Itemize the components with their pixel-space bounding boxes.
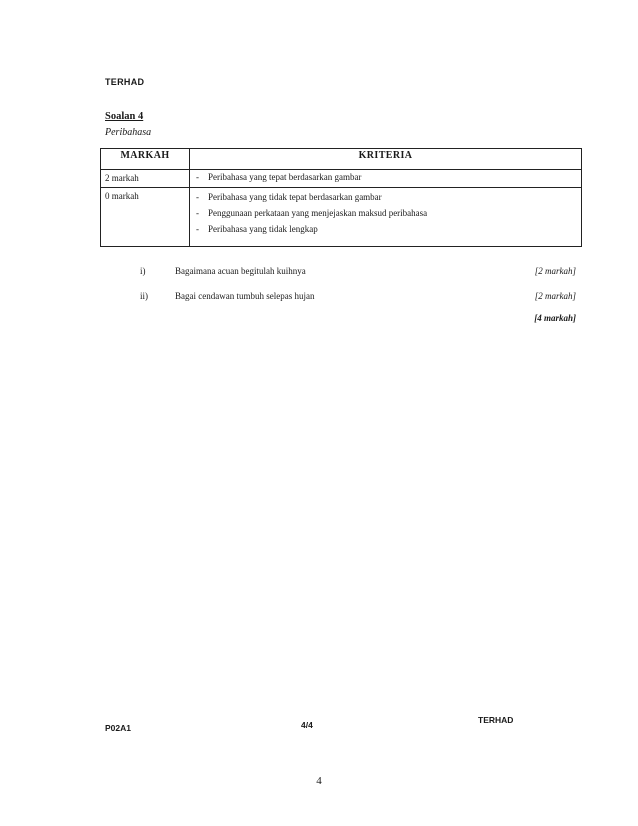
answer-text: Bagaimana acuan begitulah kuihnya (175, 266, 306, 276)
criteria-text: Peribahasa yang tepat berdasarkan gambar (208, 172, 362, 182)
dash-bullet: - (196, 192, 199, 202)
answer-mark: [2 markah] (534, 266, 576, 276)
answer-mark: [2 markah] (534, 291, 576, 301)
total-mark: [4 markah] (534, 313, 576, 323)
criteria-item (196, 208, 575, 224)
criteria-item (196, 224, 575, 240)
answer-text: Bagai cendawan tumbuh selepas hujan (175, 291, 315, 301)
kriteria-cell (190, 170, 582, 188)
markah-cell: 0 markah (101, 188, 190, 247)
dash-bullet: - (196, 172, 199, 182)
kriteria-cell (190, 188, 582, 247)
criteria-text: Peribahasa yang tidak lengkap (208, 224, 318, 234)
table-header-row (101, 149, 582, 170)
footer-classification: TERHAD (478, 715, 514, 725)
answer-number: i) (140, 266, 146, 276)
table-row (101, 188, 582, 247)
criteria-text: Penggunaan perkataan yang menjejaskan maksud peribahasa (208, 208, 428, 218)
criteria-item (196, 172, 575, 185)
section-title: Soalan 4 (105, 111, 144, 122)
dash-bullet: - (196, 208, 199, 218)
column-header-markah: MARKAH (101, 149, 190, 170)
footer-page: 4/4 (301, 720, 313, 730)
criteria-table (100, 148, 582, 247)
table-row (101, 170, 582, 188)
column-header-kriteria: KRITERIA (190, 149, 582, 170)
answer-number: ii) (140, 291, 148, 301)
section-subtitle: Peribahasa (105, 127, 152, 138)
criteria-text: Peribahasa yang tidak tepat berdasarkan gambar (208, 192, 382, 202)
header-classification: TERHAD (105, 77, 145, 87)
dash-bullet: - (196, 224, 199, 234)
footer-code: P02A1 (105, 723, 131, 733)
page-number: 4 (316, 775, 322, 787)
markah-cell: 2 markah (101, 170, 190, 188)
criteria-item (196, 192, 575, 208)
